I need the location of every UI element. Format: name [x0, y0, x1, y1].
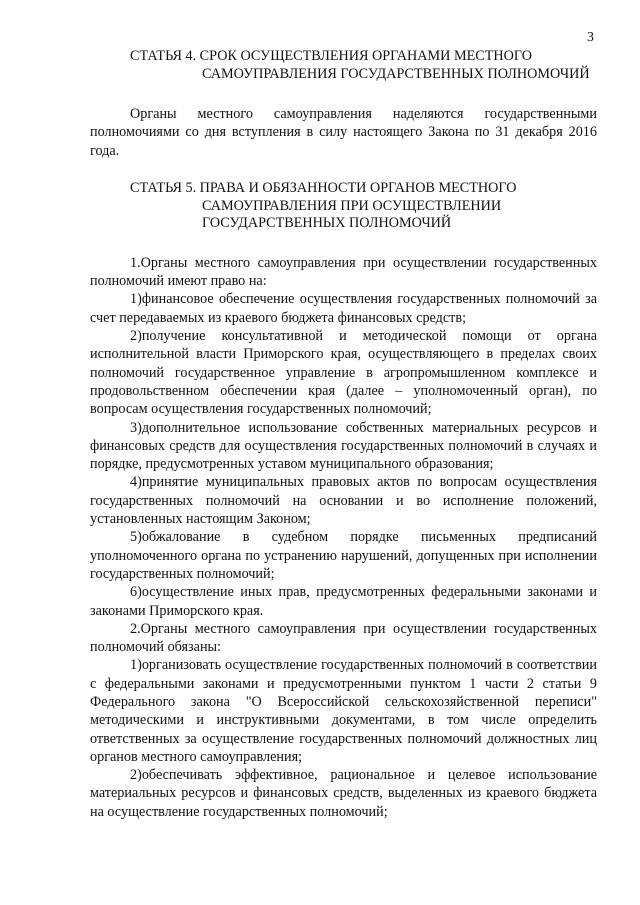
paragraph: 4)принятие муниципальных правовых актов по вопросам осуществления государственных полномочий на основании и во исполнение положений, установленных настоящим Законом;	[90, 474, 597, 528]
article-4-heading	[90, 48, 597, 83]
paragraph: 1)финансовое обеспечение осуществления государственных полномочий за счет передаваемых из краевого бюджета финансовых средств;	[90, 291, 597, 326]
paragraph: 2.Органы местного самоуправления при осуществлении государственных полномочий обязаны:	[90, 620, 597, 656]
paragraph: 1.Органы местного самоуправления при осуществлении государственных полномочий имеют право на:	[90, 254, 597, 290]
paragraph: 1)организовать осуществление государственных полномочий в соответствии с федеральными законами и предусмотренными пунктом 1 части 2 статьи 9 Федерального закона "О Всероссийской сельскохозяйственной переписи" методическими и инструктивными документами, в том числе определить ответственных за осуществление государственных полномочий должностных лиц органов местного самоуправления;	[90, 657, 597, 765]
article-4-heading-first-line: СТАТЬЯ 4. СРОК ОСУЩЕСТВЛЕНИЯ ОРГАНАМИ МЕСТНОГО	[130, 48, 532, 64]
article-4-heading-rest: САМОУПРАВЛЕНИЯ ГОСУДАРСТВЕННЫХ ПОЛНОМОЧИЙ	[202, 65, 590, 82]
paragraph: 3)дополнительное использование собственных материальных ресурсов и финансовых средств для осуществления государственных полномочий в случаях и порядке, предусмотренных уставом муниципального образования;	[90, 419, 597, 473]
paragraph: 6)осуществление иных прав, предусмотренных федеральными законами и законами Приморского края.	[90, 584, 597, 619]
article-5-heading	[90, 180, 597, 233]
paragraph: 2)получение консультативной и методической помощи от органа исполнительной власти Приморского края, осуществляющего в пределах своих полномочий государственное управление в агропромышленном комплексе и продовольственном обеспечении края (далее – уполномоченный орган), по вопросам осуществления государственных полномочий;	[90, 328, 597, 418]
document-body	[90, 48, 597, 821]
article-5-heading-rest: САМОУПРАВЛЕНИЯ ПРИ ОСУЩЕСТВЛЕНИИ ГОСУДАРСТВЕННЫХ ПОЛНОМОЧИЙ	[202, 197, 502, 232]
article-4-text: Органы местного самоуправления наделяются государственными полномочиями со дня вступления в силу настоящего Закона по 31 декабря 2016 года.	[90, 106, 597, 159]
paragraph: 5)обжалование в судебном порядке письменных предписаний уполномоченного органа по устранению нарушений, допущенных при исполнении государственных полномочий;	[90, 529, 597, 582]
article-5-heading-first-line: СТАТЬЯ 5. ПРАВА И ОБЯЗАННОСТИ ОРГАНОВ МЕСТНОГО	[130, 180, 517, 197]
paragraph: 2)обеспечивать эффективное, рациональное и целевое использование материальных ресурсов и финансовых средств, выделенных из краевого бюджета на осуществление государственных полномочий;	[90, 767, 597, 820]
page-number: 3	[587, 30, 594, 45]
